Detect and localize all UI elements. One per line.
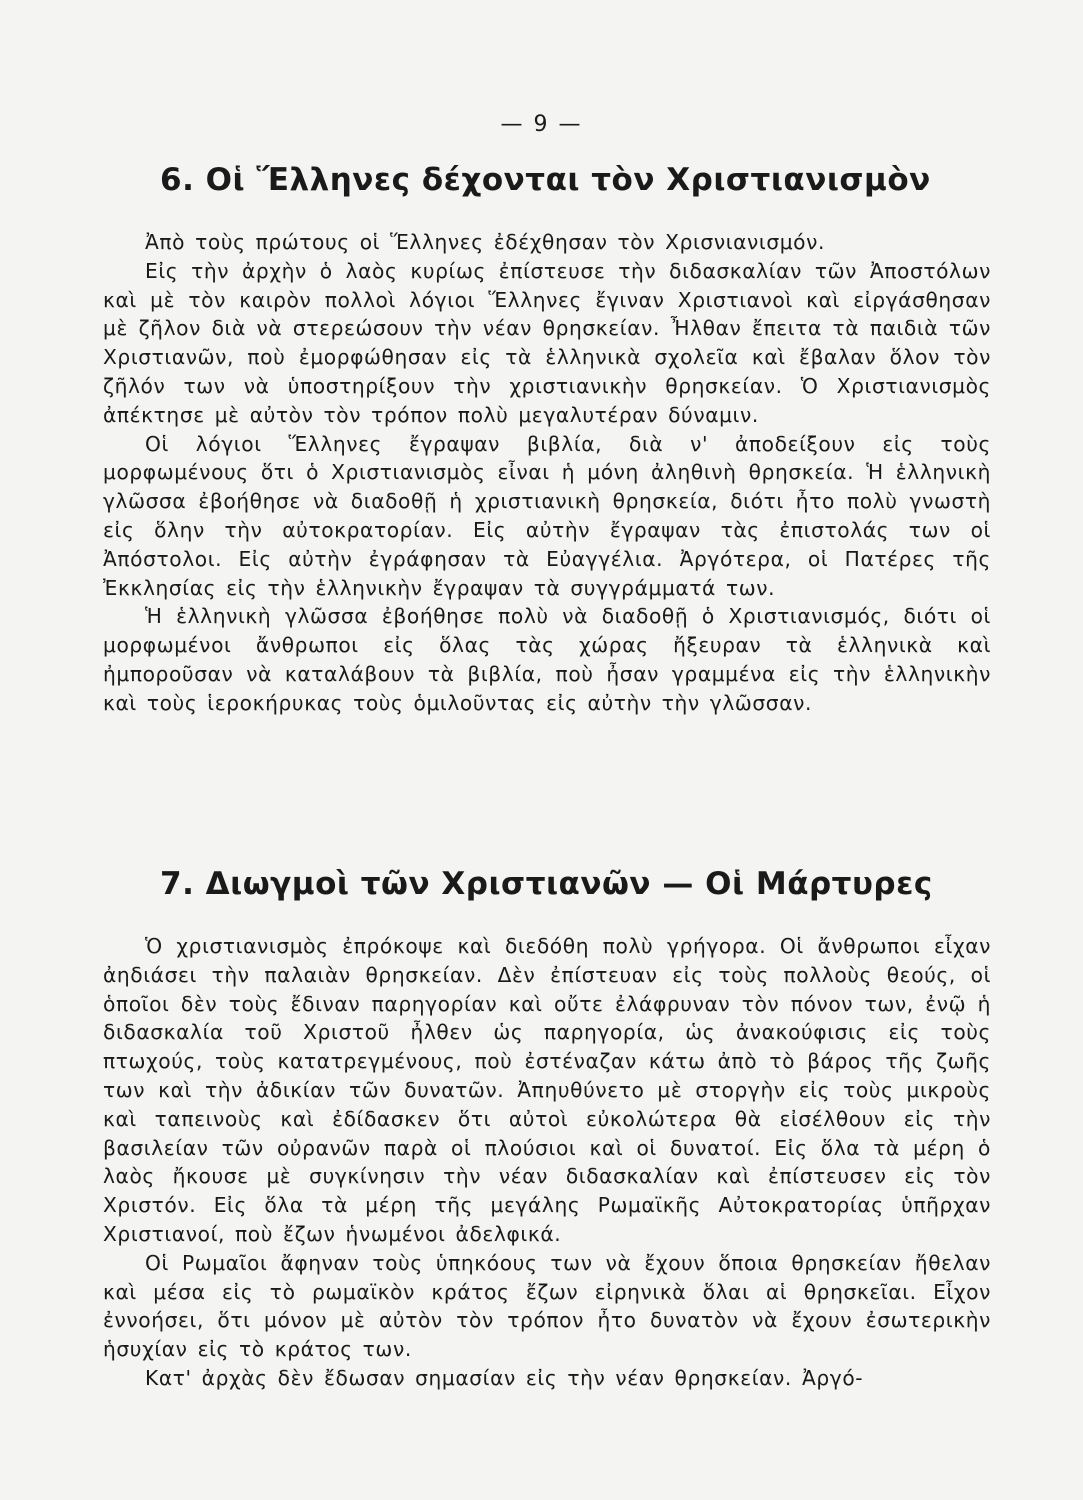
section-heading-7: 7. Διωγμοὶ τῶν Χριστιανῶν — Οἱ Μάρτυρες [160,866,933,902]
paragraph: Κατ' ἀρχὰς δὲν ἔδωσαν σημασίαν εἰς τὴν νέαν θρησκείαν. Ἀργό- [145,1365,864,1390]
page-number: — 9 — [500,112,583,137]
paragraph: Ὁ χριστιανισμὸς ἐπρόκοψε καὶ διεδόθη πολὺ γρήγορα. Οἱ ἄνθρωποι εἶχαν ἀηδιάσει τὴν παλαιὰν θρησκείαν. Δὲν ἐπίστευαν εἰς τοὺς πολλοὺς θεούς, οἱ ὁποῖοι δὲν τοὺς ἔδιναν παρηγορίαν καὶ οὔτε ἐλάφρυναν τὸν πόνον των, ἐνῷ ἡ διδασκαλία τοῦ Χριστοῦ ἦλθεν ὡς παρηγορία, ὡς ἀνακούφισις εἰς τοὺς πτωχούς, τοὺς κατατρεγμένους, ποὺ ἐστέναζαν κάτω ἀπὸ τὸ βάρος τῆς ζωῆς των καὶ τὴν ἀδικίαν τῶν δυνατῶν. Ἀπηυθύνετο μὲ στοργὴν εἰς τοὺς μικροὺς καὶ ταπεινοὺς καὶ ἐδίδασκεν ὅτι αὐτοὶ εὐκολώτερα θὰ εἰσέλθουν εἰς τὴν βασιλείαν τῶν οὐρανῶν παρὰ οἱ πλούσιοι καὶ οἱ δυνατοί. Εἰς ὅλα τὰ μέρη ὁ λαὸς ἤκουσε μὲ συγκίνησιν τὴν νέαν διδασκαλίαν καὶ ἐπίστευσεν εἰς τὸν Χριστόν. Εἰς ὅλα τὰ μέρη τῆς μεγάλης Ρωμαϊκῆς Αὐτοκρατορίας ὑπῆρχαν Χριστιανοί, ποὺ ἔζων ἡνωμένοι ἀδελφικά. [103,934,991,1246]
paragraph: Ἡ ἑλληνικὴ γλῶσσα ἐβοήθησε πολὺ νὰ διαδοθῇ ὁ Χριστιανισμός, διότι οἱ μορφωμένοι ἄνθρωποι εἰς ὅλας τὰς χώρας ἤξευραν τὰ ἑλληνικὰ καὶ ἠμποροῦσαν νὰ καταλάβουν τὰ βιβλία, ποὺ ἦσαν γραμμένα εἰς τὴν ἑλληνικὴν καὶ τοὺς ἱεροκήρυκας τοὺς ὁμιλοῦντας εἰς αὐτὴν τὴν γλῶσσαν. [103,604,991,715]
section-heading-6: 6. Οἱ Ἕλληνες δέχονται τὸν Χριστιανισμὸν [160,162,931,198]
paragraph: Εἰς τὴν ἀρχὴν ὁ λαὸς κυρίως ἐπίστευσε τὴν διδασκαλίαν τῶν Ἀποστόλων καὶ μὲ τὸν καιρὸν πολλοὶ λόγιοι Ἕλληνες ἔγιναν Χριστιανοὶ καὶ εἰργάσθησαν μὲ ζῆλον διὰ νὰ στερεώσουν τὴν νέαν θρησκείαν. Ἦλθαν ἔπειτα τὰ παιδιὰ τῶν Χριστιανῶν, ποὺ ἐμορφώθησαν εἰς τὰ ἑλληνικὰ σχολεῖα καὶ ἔβαλαν ὅλον τὸν ζῆλόν των νὰ ὑποστηρίξουν τὴν χριστιανικὴν θρησκείαν. Ὁ Χριστιανισμὸς ἀπέκτησε μὲ αὐτὸν τὸν τρόπον πολὺ μεγαλυτέραν δύναμιν. [103,258,991,427]
paragraph: Ἀπὸ τοὺς πρώτους οἱ Ἕλληνες ἐδέχθησαν τὸν Χρισνιανισμόν. [145,230,826,254]
section-6-body [103,228,991,718]
section-7-body [103,932,991,1393]
paragraph: Οἱ λόγιοι Ἕλληνες ἔγραψαν βιβλία, διὰ ν' ἀποδείξουν εἰς τοὺς μορφωμένους ὅτι ὁ Χριστιανισμὸς εἶναι ἡ μόνη ἀληθινὴ θρησκεία. Ἡ ἑλληνικὴ γλῶσσα ἐβοήθησε νὰ διαδοθῇ ἡ χριστιανικὴ θρησκεία, διότι ἦτο πολὺ γνωστὴ εἰς ὅλην τὴν αὐτοκρατορίαν. Εἰς αὐτὴν ἔγραψαν τὰς ἐπιστολάς των οἱ Ἀπόστολοι. Εἰς αὐτὴν ἐγράφησαν τὰ Εὐαγγέλια. Ἀργότερα, οἱ Πατέρες τῆς Ἐκκλησίας εἰς τὴν ἑλληνικὴν ἔγραψαν τὰ συγγράμματά των. [103,431,991,600]
paragraph: Οἱ Ρωμαῖοι ἄφηναν τοὺς ὑπηκόους των νὰ ἔχουν ὅποια θρησκείαν ἤθελαν καὶ μέσα εἰς τὸ ρωμαϊκὸν κράτος ἔζων εἰρηνικὰ ὅλαι αἱ θρησκεῖαι. Εἶχον ἐννοήσει, ὅτι μόνον μὲ αὐτὸν τὸν τρόπον ἦτο δυνατὸν νὰ ἔχουν ἐσωτερικὴν ἡσυχίαν εἰς τὸ κράτος των. [103,1250,991,1362]
